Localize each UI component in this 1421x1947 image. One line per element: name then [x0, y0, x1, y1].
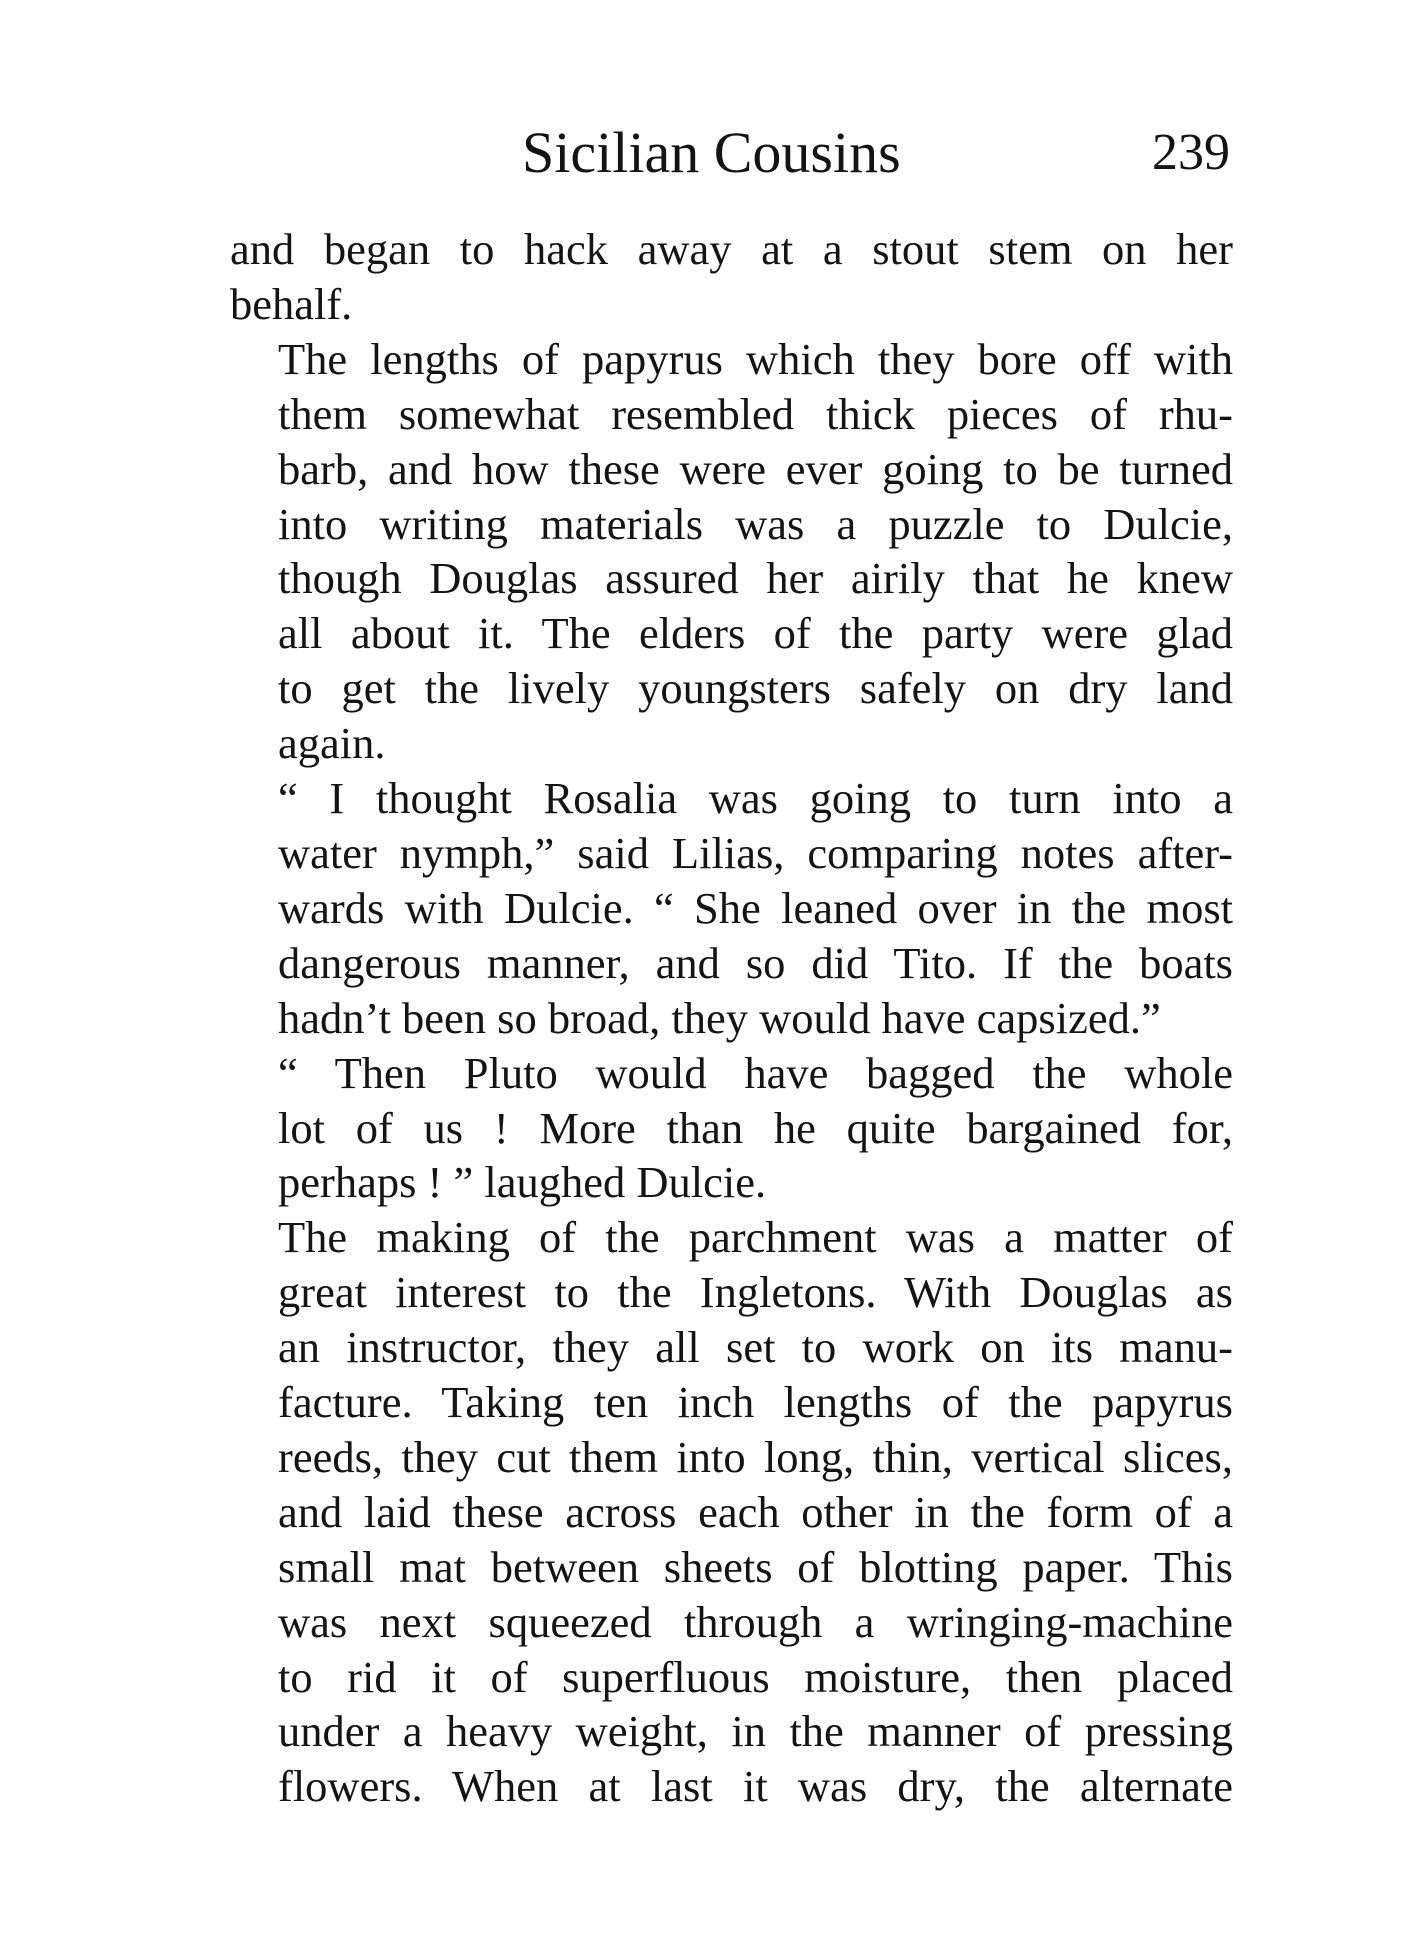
text-line: again.: [278, 718, 386, 769]
paragraph-5: [230, 1210, 1233, 1814]
page-number: 239: [1152, 124, 1230, 181]
text-line: to rid it of superfluous moisture, then placed: [278, 1651, 1233, 1702]
text-line: flowers. When at last it was dry, the alternate: [278, 1761, 1233, 1812]
text-line: reeds, they cut them into long, thin, vertical slices,: [278, 1431, 1233, 1482]
running-title: Sicilian Cousins: [522, 120, 901, 185]
text-line: barb, and how these were ever going to be turned: [278, 443, 1233, 494]
text-line: perhaps ! ” laughed Dulcie.: [278, 1157, 767, 1208]
text-line: “ Then Pluto would have bagged the whole: [278, 1047, 1233, 1098]
text-line: “ I thought Rosalia was going to turn into a: [278, 773, 1233, 824]
text-line: great interest to the Ingletons. With Douglas as: [278, 1267, 1233, 1318]
text-line: though Douglas assured her airily that he knew: [278, 553, 1233, 604]
paragraph-2: [230, 332, 1233, 771]
text-line: The lengths of papyrus which they bore off with: [278, 333, 1233, 384]
text-line: wards with Dulcie. “ She leaned over in the most: [278, 882, 1233, 933]
running-head: [230, 118, 1230, 188]
text-line: an instructor, they all set to work on its manu-: [278, 1322, 1233, 1373]
text-line: hadn’t been so broad, they would have capsized.”: [278, 992, 1161, 1043]
text-line: into writing materials was a puzzle to Dulcie,: [278, 498, 1233, 549]
paragraph-4: [230, 1046, 1233, 1211]
text-line: small mat between sheets of blotting paper. This: [278, 1541, 1233, 1592]
text-line: lot of us ! More than he quite bargained for,: [278, 1102, 1233, 1153]
text-line: all about it. The elders of the party were glad: [278, 608, 1233, 659]
text-line: facture. Taking ten inch lengths of the papyrus: [278, 1377, 1233, 1428]
text-line: was next squeezed through a wringing-machine: [278, 1596, 1233, 1647]
text-line: dangerous manner, and so did Tito. If the boats: [278, 937, 1233, 988]
text-line: and laid these across each other in the form of a: [278, 1486, 1233, 1537]
body-text: [230, 222, 1233, 1814]
paragraph-1: [230, 222, 1233, 332]
text-line: to get the lively youngsters safely on dry land: [278, 663, 1233, 714]
paragraph-3: [230, 771, 1233, 1046]
text-line: water nymph,” said Lilias, comparing notes after-: [278, 827, 1233, 878]
text-line: and began to hack away at a stout stem on her: [230, 224, 1233, 274]
text-line: The making of the parchment was a matter of: [278, 1212, 1233, 1263]
text-line: them somewhat resembled thick pieces of rhu-: [278, 388, 1233, 439]
text-line: behalf.: [230, 278, 353, 329]
text-line: under a heavy weight, in the manner of pressing: [278, 1706, 1233, 1757]
